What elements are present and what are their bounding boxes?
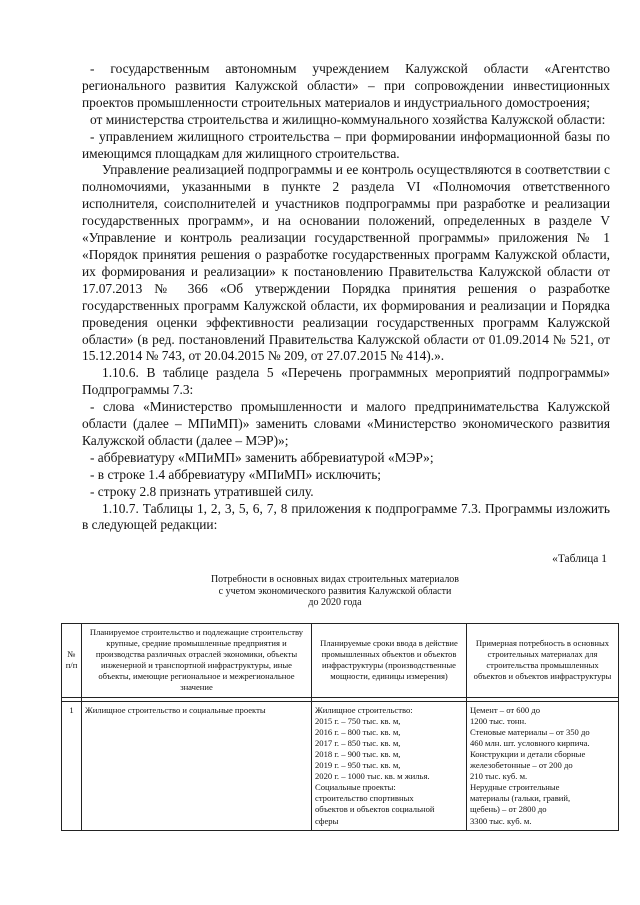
header-need: Примерная потребность в основных строительных материалах для строительства промышленных объектов и объектов инфраструктуры <box>467 624 619 698</box>
terms-line: сферы <box>315 815 339 826</box>
terms-line: Жилищное строительство: <box>315 704 413 715</box>
requirements-table <box>61 623 619 831</box>
terms-line: Социальные проекты: <box>315 782 396 793</box>
need-line: Нерудные строительные <box>470 782 560 793</box>
terms-line: 2020 г. – 1000 тыс. кв. м жилья. <box>315 771 430 782</box>
table-title-line: до 2020 года <box>308 597 362 609</box>
cell-terms <box>312 701 467 830</box>
need-line: 3300 тыс. куб. м. <box>470 815 532 826</box>
table-header-row <box>62 624 619 698</box>
paragraph: - в строке 1.4 аббревиатуру «МПиМП» исключить; <box>90 466 382 482</box>
paragraph: Управление реализацией подпрограммы и ее контроль осуществляются в соответствии с полномочиями, указанными в пункте 2 раздела VI «Полномочия ответственного исполнителя, соисполнителей и участников подпрограммы при разработке и реализации государственных программ», и на основании положений, определенных в разделе V «Управление и контроль реализации государственной программы» приложения № 1 «Порядок принятия решения о разработке государственных программ Калужской области, их формирования и реализации» к постановлению Правительства Калужской области от 17.07.2013 № 366 «Об утверждении Порядка принятия решения о разработке государственных программ Калужской области, их формирования и реализации и Порядка проведения оценки эффективности реализации государственных программ Калужской области» (в ред. постановлений Правительства Калужской области от 01.09.2014 № 521, от 15.12.2014 № 743, от 20.04.2015 № 209, от 27.07.2015 № 414).». <box>82 162 610 364</box>
need-line: Стеновые материалы – от 350 до <box>470 726 590 737</box>
paragraph: 1.10.7. Таблицы 1, 2, 3, 5, 6, 7, 8 приложения к подпрограмме 7.3. Программы изложить в следующей редакции: <box>82 500 610 533</box>
paragraph: - строку 2.8 признать утратившей силу. <box>90 483 314 499</box>
cell-need <box>467 701 619 830</box>
paragraph: - управлением жилищного строительства – при формировании информационной базы по имеющимся площадкам для жилищного строительства. <box>82 128 610 161</box>
terms-line: строительство спортивных <box>315 793 414 804</box>
paragraph: - аббревиатуру «МПиМП» заменить аббревиатурой «МЭР»; <box>90 449 434 465</box>
terms-line: 2017 г. – 850 тыс. кв. м, <box>315 737 401 748</box>
header-object: Планируемое строительство и подлежащие строительству крупные, средние промышленные предприятия и производства различных отраслей экономики, объекты инженерной и транспортной инфраструктуры, иные объекты, имеющие региональное и межрегиональное значение <box>82 624 312 698</box>
need-line: щебень) – от 2800 до <box>470 804 547 815</box>
paragraph: от министерства строительства и жилищно-коммунального хозяйства Калужской области: <box>90 111 606 127</box>
header-terms: Планируемые сроки ввода в действие промышленных объектов и объектов инфраструктуры (производственные мощности, единицы измерения) <box>312 624 467 698</box>
header-num: № п/п <box>62 624 82 698</box>
terms-line: 2015 г. – 750 тыс. кв. м, <box>315 715 401 726</box>
paragraph: - государственным автономным учреждением Калужской области «Агентство регионального развития Калужской области» – при сопровождении инвестиционных проектов промышленности строительных материалов и индустриального домостроения; <box>82 61 610 110</box>
cell-num: 1 <box>62 701 82 830</box>
terms-line: 2016 г. – 800 тыс. кв. м, <box>315 726 401 737</box>
table-row <box>62 701 619 830</box>
need-line: Цемент – от 600 до <box>470 704 541 715</box>
document-body <box>82 61 610 534</box>
terms-line: 2018 г. – 900 тыс. кв. м, <box>315 748 401 759</box>
table-title-line: с учетом экономического развития Калужской области <box>218 585 452 597</box>
table-title-line: Потребности в основных видах строительных материалов <box>210 574 460 585</box>
need-line: 210 тыс. куб. м. <box>470 771 528 782</box>
need-line: 460 млн. шт. условного кирпича. <box>470 737 590 748</box>
terms-line: объектов и объектов социальной <box>315 804 435 815</box>
cell-object: Жилищное строительство и социальные проекты <box>82 701 312 830</box>
need-line: 1200 тыс. тонн. <box>470 715 527 726</box>
need-line: материалы (гальки, гравий, <box>470 793 571 804</box>
table-label: «Таблица 1 <box>552 553 607 565</box>
need-line: железобетонные – от 200 до <box>470 760 573 771</box>
table-title <box>160 574 510 609</box>
paragraph: - слова «Министерство промышленности и малого предпринимательства Калужской области (далее – МПиМП)» заменить словами «Министерство экономического развития Калужской области (далее – МЭР)»; <box>82 399 610 448</box>
terms-line: 2019 г. – 950 тыс. кв. м, <box>315 760 401 771</box>
need-line: Конструкции и детали сборные <box>470 748 586 759</box>
paragraph: 1.10.6. В таблице раздела 5 «Перечень программных мероприятий подпрограммы» Подпрограммы 7.3: <box>82 365 610 398</box>
